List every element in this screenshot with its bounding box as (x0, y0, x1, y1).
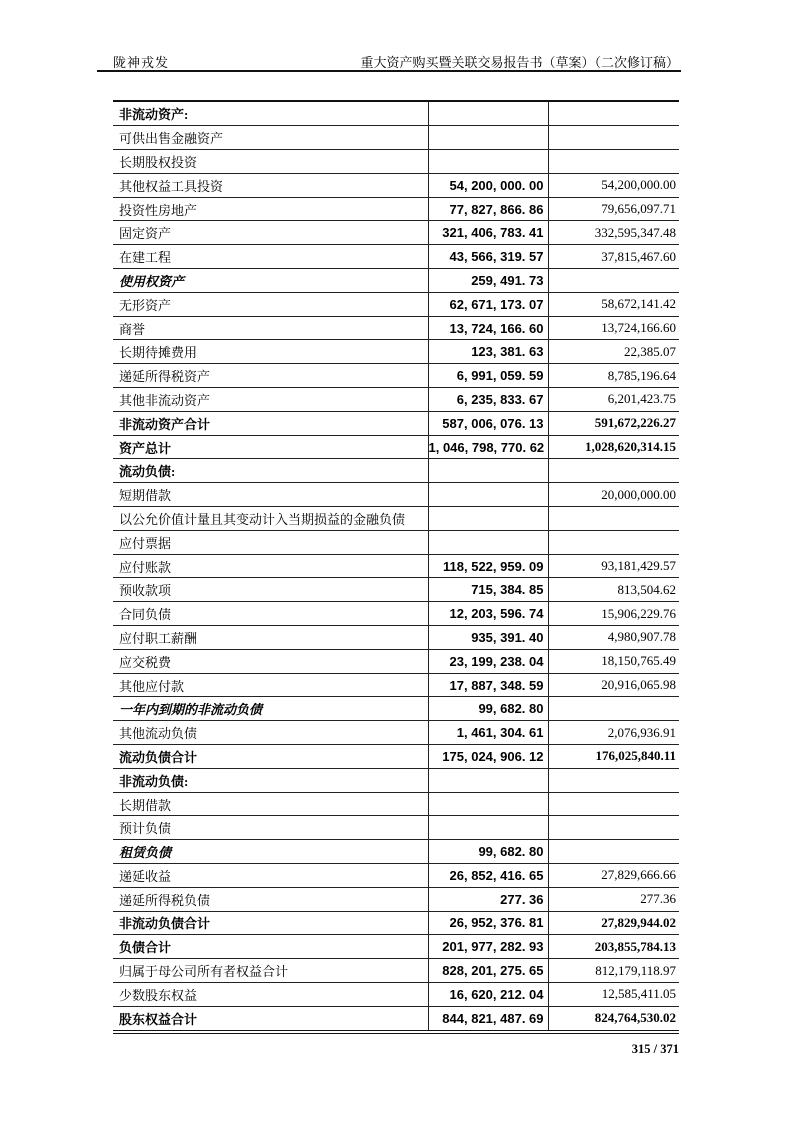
prior-period-value (548, 150, 679, 174)
item-label: 归属于母公司所有者权益合计 (113, 959, 428, 983)
prior-period-value: 812,179,118.97 (548, 959, 679, 983)
current-period-value: 17, 887, 348. 59 (428, 673, 548, 697)
table-row (113, 221, 679, 245)
current-period-value (428, 483, 548, 507)
prior-period-value: 2,076,936.91 (548, 721, 679, 745)
prior-period-value: 58,672,141.42 (548, 292, 679, 316)
table-row (113, 316, 679, 340)
prior-period-value: 4,980,907.78 (548, 626, 679, 650)
current-period-value: 26, 852, 416. 65 (428, 864, 548, 888)
prior-period-value: 277.36 (548, 887, 679, 911)
table-row (113, 364, 679, 388)
table-row (113, 245, 679, 269)
table-row (113, 602, 679, 626)
table-row (113, 982, 679, 1006)
item-label: 其他非流动资产 (113, 388, 428, 412)
table-row (113, 126, 679, 150)
prior-period-value: 93,181,429.57 (548, 554, 679, 578)
current-period-value: 587, 006, 076. 13 (428, 411, 548, 435)
prior-period-value: 824,764,530.02 (548, 1006, 679, 1030)
header-report-title: 重大资产购买暨关联交易报告书（草案）（二次修订稿） (360, 55, 679, 70)
prior-period-value (548, 507, 679, 531)
item-label: 短期借款 (113, 483, 428, 507)
item-label: 流动负债: (113, 459, 428, 483)
current-period-value: 201, 977, 282. 93 (428, 935, 548, 959)
current-period-value: 43, 566, 319. 57 (428, 245, 548, 269)
table-row (113, 554, 679, 578)
item-label: 无形资产 (113, 292, 428, 316)
table-row (113, 864, 679, 888)
current-period-value: 118, 522, 959. 09 (428, 554, 548, 578)
item-label: 使用权资产 (113, 269, 428, 293)
prior-period-value (548, 816, 679, 840)
item-label: 其他权益工具投资 (113, 173, 428, 197)
table-row (113, 745, 679, 769)
item-label: 在建工程 (113, 245, 428, 269)
current-period-value (428, 530, 548, 554)
current-period-value: 62, 671, 173. 07 (428, 292, 548, 316)
table-row (113, 102, 679, 126)
current-period-value (428, 792, 548, 816)
table-row (113, 887, 679, 911)
item-label: 以公允价值计量且其变动计入当期损益的金融负债 (113, 507, 428, 531)
item-label: 递延所得税资产 (113, 364, 428, 388)
item-label: 非流动资产合计 (113, 411, 428, 435)
item-label: 递延所得税负债 (113, 887, 428, 911)
item-label: 固定资产 (113, 221, 428, 245)
prior-period-value: 20,000,000.00 (548, 483, 679, 507)
page-number: 315 / 371 (631, 1042, 679, 1056)
current-period-value: 1, 046, 798, 770. 62 (428, 435, 548, 459)
prior-period-value: 8,785,196.64 (548, 364, 679, 388)
table-row (113, 578, 679, 602)
current-period-value: 715, 384. 85 (428, 578, 548, 602)
current-period-value (428, 816, 548, 840)
prior-period-value: 37,815,467.60 (548, 245, 679, 269)
table-row (113, 150, 679, 174)
table-row (113, 935, 679, 959)
current-period-value: 99, 682. 80 (428, 697, 548, 721)
current-period-value: 6, 991, 059. 59 (428, 364, 548, 388)
current-period-value: 321, 406, 783. 41 (428, 221, 548, 245)
table-row (113, 411, 679, 435)
prior-period-value: 12,585,411.05 (548, 982, 679, 1006)
table-row (113, 697, 679, 721)
item-label: 流动负债合计 (113, 745, 428, 769)
current-period-value: 175, 024, 906. 12 (428, 745, 548, 769)
prior-period-value: 22,385.07 (548, 340, 679, 364)
current-period-value (428, 768, 548, 792)
table-row (113, 816, 679, 840)
header-divider-rule (97, 70, 681, 72)
prior-period-value (548, 126, 679, 150)
item-label: 少数股东权益 (113, 982, 428, 1006)
current-period-value: 259, 491. 73 (428, 269, 548, 293)
item-label: 长期借款 (113, 792, 428, 816)
prior-period-value: 13,724,166.60 (548, 316, 679, 340)
current-period-value: 12, 203, 596. 74 (428, 602, 548, 626)
item-label: 预计负债 (113, 816, 428, 840)
item-label: 商誉 (113, 316, 428, 340)
table-row (113, 483, 679, 507)
table-row (113, 959, 679, 983)
item-label: 非流动资产: (113, 102, 428, 126)
table-row (113, 340, 679, 364)
item-label: 递延收益 (113, 864, 428, 888)
item-label: 非流动负债合计 (113, 911, 428, 935)
prior-period-value: 813,504.62 (548, 578, 679, 602)
item-label: 负债合计 (113, 935, 428, 959)
table-row (113, 388, 679, 412)
item-label: 可供出售金融资产 (113, 126, 428, 150)
prior-period-value: 15,906,229.76 (548, 602, 679, 626)
prior-period-value: 20,916,065.98 (548, 673, 679, 697)
prior-period-value: 176,025,840.11 (548, 745, 679, 769)
table-row (113, 673, 679, 697)
prior-period-value (548, 697, 679, 721)
current-period-value: 828, 201, 275. 65 (428, 959, 548, 983)
item-label: 预收款项 (113, 578, 428, 602)
table-row (113, 649, 679, 673)
table-row (113, 173, 679, 197)
prior-period-value (548, 792, 679, 816)
table-row (113, 269, 679, 293)
item-label: 股东权益合计 (119, 1011, 198, 1027)
header-company-name: 陇神戎发 (113, 55, 170, 70)
current-period-value: 935, 391. 40 (428, 626, 548, 650)
current-period-value: 16, 620, 212. 04 (428, 982, 548, 1006)
table-row (113, 197, 679, 221)
table-row (113, 626, 679, 650)
item-label: 应付职工薪酬 (113, 626, 428, 650)
balance-table-body (113, 102, 679, 1030)
current-period-value (428, 126, 548, 150)
prior-period-value: 332,595,347.48 (548, 221, 679, 245)
current-period-value: 1, 461, 304. 61 (428, 721, 548, 745)
table-row (113, 721, 679, 745)
current-period-value (428, 102, 548, 126)
prior-period-value (548, 530, 679, 554)
item-label: 租赁负债 (113, 840, 428, 864)
table-row (113, 459, 679, 483)
table-row (113, 507, 679, 531)
table-row (113, 911, 679, 935)
prior-period-value: 203,855,784.13 (548, 935, 679, 959)
prior-period-value (548, 840, 679, 864)
table-row (113, 435, 679, 459)
item-label: 其他应付款 (113, 673, 428, 697)
prior-period-value: 591,672,226.27 (548, 411, 679, 435)
item-label: 合同负债 (113, 602, 428, 626)
table-row (113, 1006, 679, 1030)
current-period-value: 277. 36 (428, 887, 548, 911)
current-period-value: 26, 952, 376. 81 (428, 911, 548, 935)
item-label: 一年内到期的非流动负债 (113, 697, 428, 721)
table-row (113, 840, 679, 864)
table-row (113, 292, 679, 316)
current-period-value: 77, 827, 866. 86 (428, 197, 548, 221)
item-label: 长期待摊费用 (113, 340, 428, 364)
table-row (113, 530, 679, 554)
item-label: 应付票据 (113, 530, 428, 554)
balance-sheet-table (113, 100, 679, 1034)
item-label: 资产总计 (113, 435, 428, 459)
item-label: 应交税费 (113, 649, 428, 673)
prior-period-value (548, 459, 679, 483)
table-row (113, 768, 679, 792)
prior-period-value: 18,150,765.49 (548, 649, 679, 673)
current-period-value (428, 459, 548, 483)
prior-period-value (548, 768, 679, 792)
item-label: 应付账款 (113, 554, 428, 578)
prior-period-value: 27,829,944.02 (548, 911, 679, 935)
item-label: 投资性房地产 (113, 197, 428, 221)
item-label: 其他流动负债 (113, 721, 428, 745)
table-row (113, 792, 679, 816)
item-label: 非流动负债: (113, 768, 428, 792)
prior-period-value: 6,201,423.75 (548, 388, 679, 412)
prior-period-value: 54,200,000.00 (548, 173, 679, 197)
prior-period-value (548, 102, 679, 126)
current-period-value: 23, 199, 238. 04 (428, 649, 548, 673)
prior-period-value: 1,028,620,314.15 (548, 435, 679, 459)
prior-period-value: 27,829,666.66 (548, 864, 679, 888)
current-period-value: 99, 682. 80 (428, 840, 548, 864)
prior-period-value: 79,656,097.71 (548, 197, 679, 221)
prior-period-value (548, 269, 679, 293)
current-period-value (428, 507, 548, 531)
current-period-value: 844, 821, 487. 69 (428, 1006, 548, 1030)
current-period-value (428, 150, 548, 174)
current-period-value: 54, 200, 000. 00 (428, 173, 548, 197)
current-period-value: 13, 724, 166. 60 (428, 316, 548, 340)
current-period-value: 6, 235, 833. 67 (428, 388, 548, 412)
current-period-value: 123, 381. 63 (428, 340, 548, 364)
item-label: 长期股权投资 (113, 150, 428, 174)
